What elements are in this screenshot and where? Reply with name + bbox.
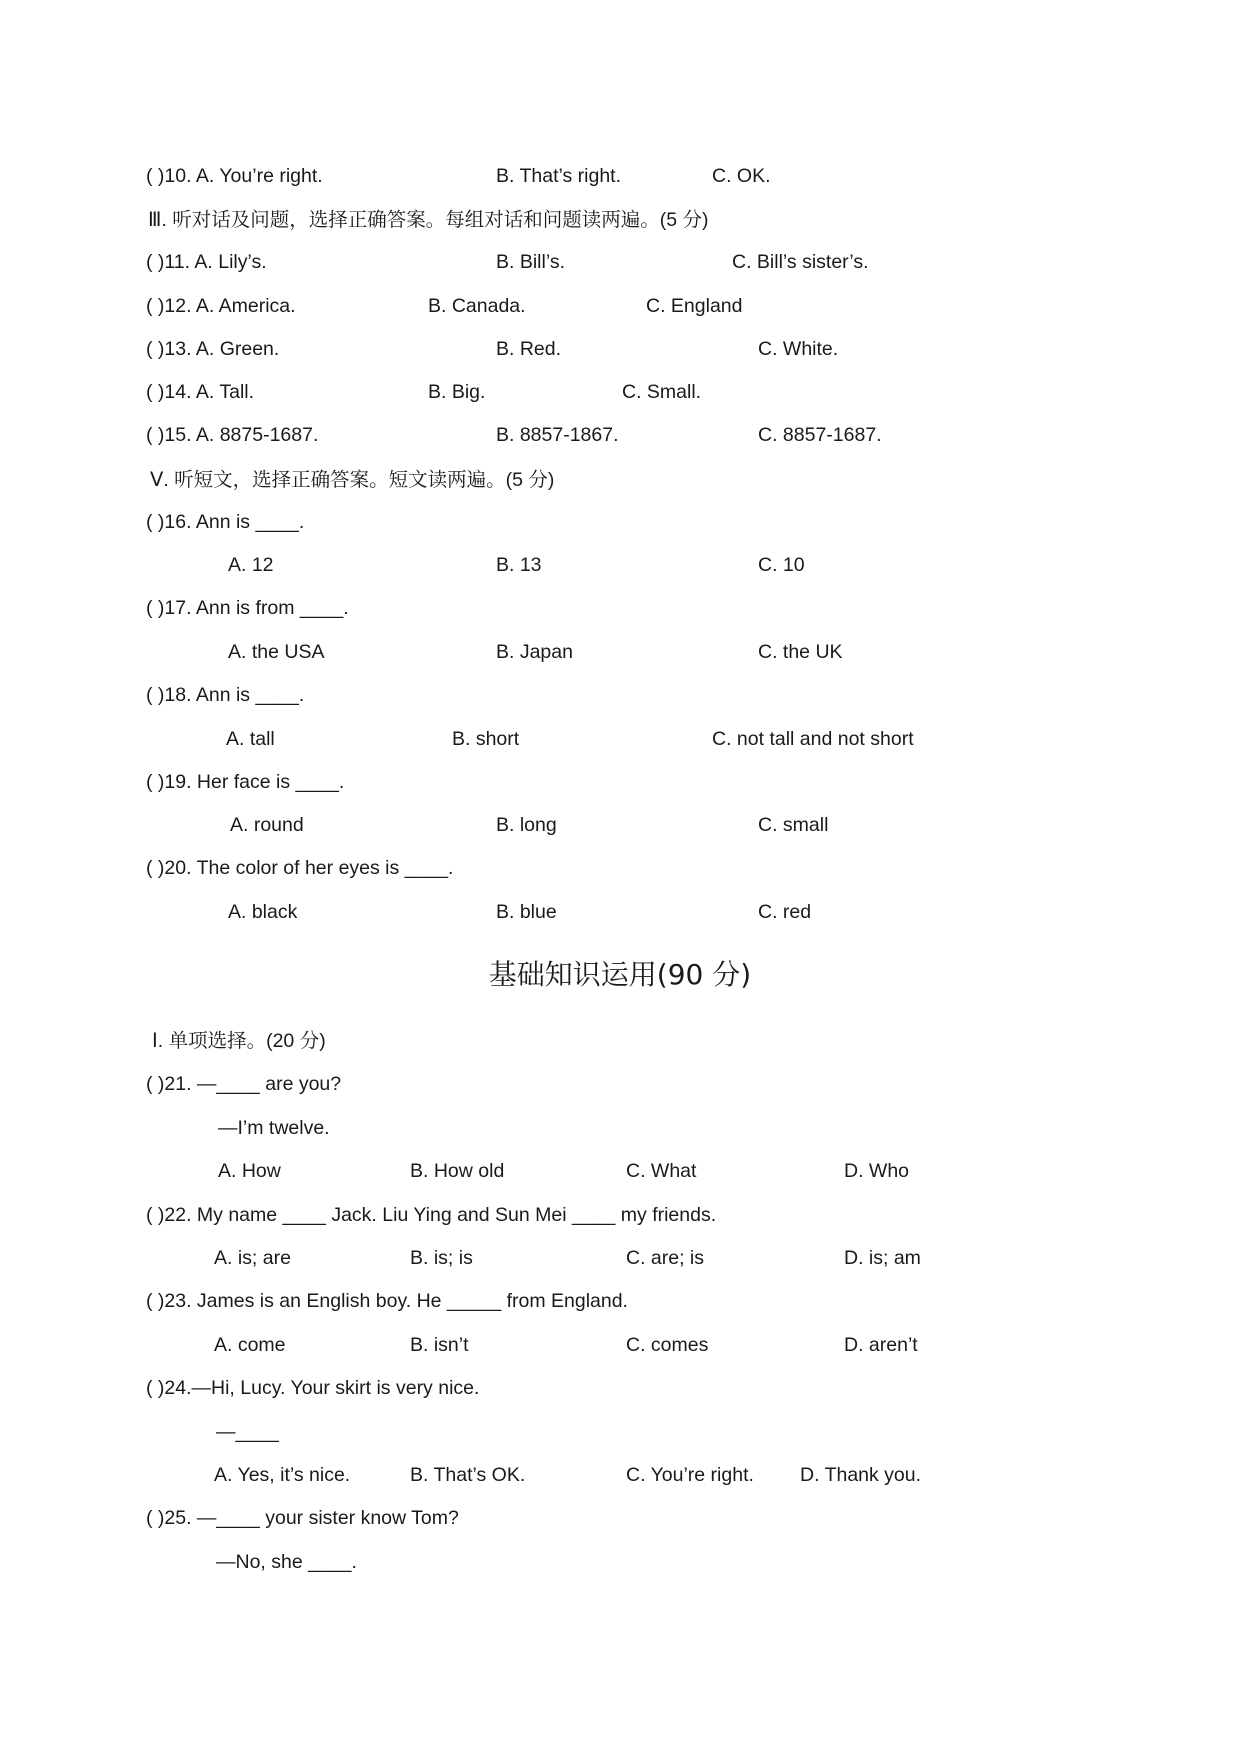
q21-option-a: A. How (218, 1160, 281, 1182)
q22-option-c: C. are; is (626, 1247, 705, 1269)
q17-option-c: C. the UK (758, 641, 843, 663)
q22-option-b: B. is; is (410, 1247, 473, 1269)
section-title: 基础知识运用(90 分) (488, 958, 752, 991)
q20-option-c: C. red (758, 901, 812, 923)
q20-option-a: A. black (228, 901, 298, 923)
q21-option-c: C. What (626, 1160, 697, 1182)
q18-option-a: A. tall (226, 728, 275, 750)
q24-option-c: C. You’re right. (626, 1464, 754, 1486)
q19-option-a: A. round (230, 814, 304, 836)
q14-stem: ( )14. A. Tall. (146, 381, 255, 403)
q24-option-d: D. Thank you. (800, 1464, 922, 1486)
q15-stem: ( )15. A. 8875-1687. (146, 424, 319, 446)
q20-option-b: B. blue (496, 901, 557, 923)
q12-option-c: C. England (646, 295, 743, 317)
q21-option-d: D. Who (844, 1160, 910, 1182)
q24-option-b: B. That’s OK. (410, 1464, 526, 1486)
q11-option-b: B. Bill’s. (496, 251, 565, 273)
q19-stem: ( )19. Her face is ____. (146, 771, 345, 793)
q22-stem: ( )22. My name ____ Jack. Liu Ying and Sun Mei ____ my friends. (146, 1204, 717, 1226)
q24-reply: —____ (216, 1421, 279, 1443)
q20-stem: ( )20. The color of her eyes is ____. (146, 857, 454, 879)
q19-option-b: B. long (496, 814, 557, 836)
q14-option-b: B. Big. (428, 381, 486, 403)
q10-option-c: C. OK. (712, 165, 771, 187)
q16-option-a: A. 12 (228, 554, 274, 576)
q21-stem: ( )21. —____ are you? (146, 1073, 342, 1095)
q13-stem: ( )13. A. Green. (146, 338, 280, 360)
q21-option-b: B. How old (410, 1160, 505, 1182)
q19-option-c: C. small (758, 814, 829, 836)
q10-stem: ( )10. A. You’re right. (146, 165, 323, 187)
q25-reply: —No, she ____. (216, 1551, 357, 1573)
q24-option-a: A. Yes, it’s nice. (214, 1464, 351, 1486)
q12-stem: ( )12. A. America. (146, 295, 296, 317)
q23-option-b: B. isn’t (410, 1334, 469, 1356)
q10-option-b: B. That’s right. (496, 165, 622, 187)
q16-option-b: B. 13 (496, 554, 542, 576)
q21-reply: —I’m twelve. (218, 1117, 330, 1139)
q16-option-c: C. 10 (758, 554, 805, 576)
q22-option-d: D. is; am (844, 1247, 921, 1269)
q23-option-a: A. come (214, 1334, 286, 1356)
part3-heading: Ⅲ. 听对话及问题，选择正确答案。每组对话和问题读两遍。(5 分) (148, 209, 709, 231)
q18-option-c: C. not tall and not short (712, 728, 914, 750)
q25-stem: ( )25. —____ your sister know Tom? (146, 1507, 459, 1529)
q23-option-d: D. aren’t (844, 1334, 918, 1356)
part5-heading: Ⅴ. 听短文，选择正确答案。短文读两遍。(5 分) (150, 469, 555, 491)
q15-option-c: C. 8857-1687. (758, 424, 882, 446)
part1-heading: Ⅰ. 单项选择。(20 分) (152, 1030, 326, 1052)
q12-option-b: B. Canada. (428, 295, 526, 317)
q22-option-a: A. is; are (214, 1247, 291, 1269)
q15-option-b: B. 8857-1867. (496, 424, 619, 446)
q23-option-c: C. comes (626, 1334, 709, 1356)
q17-stem: ( )17. Ann is from ____. (146, 597, 349, 619)
q11-option-c: C. Bill’s sister’s. (732, 251, 869, 273)
q13-option-b: B. Red. (496, 338, 562, 360)
q16-stem: ( )16. Ann is ____. (146, 511, 305, 533)
q17-option-b: B. Japan (496, 641, 573, 663)
q17-option-a: A. the USA (228, 641, 325, 663)
q23-stem: ( )23. James is an English boy. He _____ from England. (146, 1290, 628, 1312)
q18-option-b: B. short (452, 728, 520, 750)
q13-option-c: C. White. (758, 338, 839, 360)
q11-stem: ( )11. A. Lily’s. (146, 251, 267, 273)
q24-stem: ( )24.—Hi, Lucy. Your skirt is very nice. (146, 1377, 480, 1399)
q18-stem: ( )18. Ann is ____. (146, 684, 305, 706)
q14-option-c: C. Small. (622, 381, 702, 403)
